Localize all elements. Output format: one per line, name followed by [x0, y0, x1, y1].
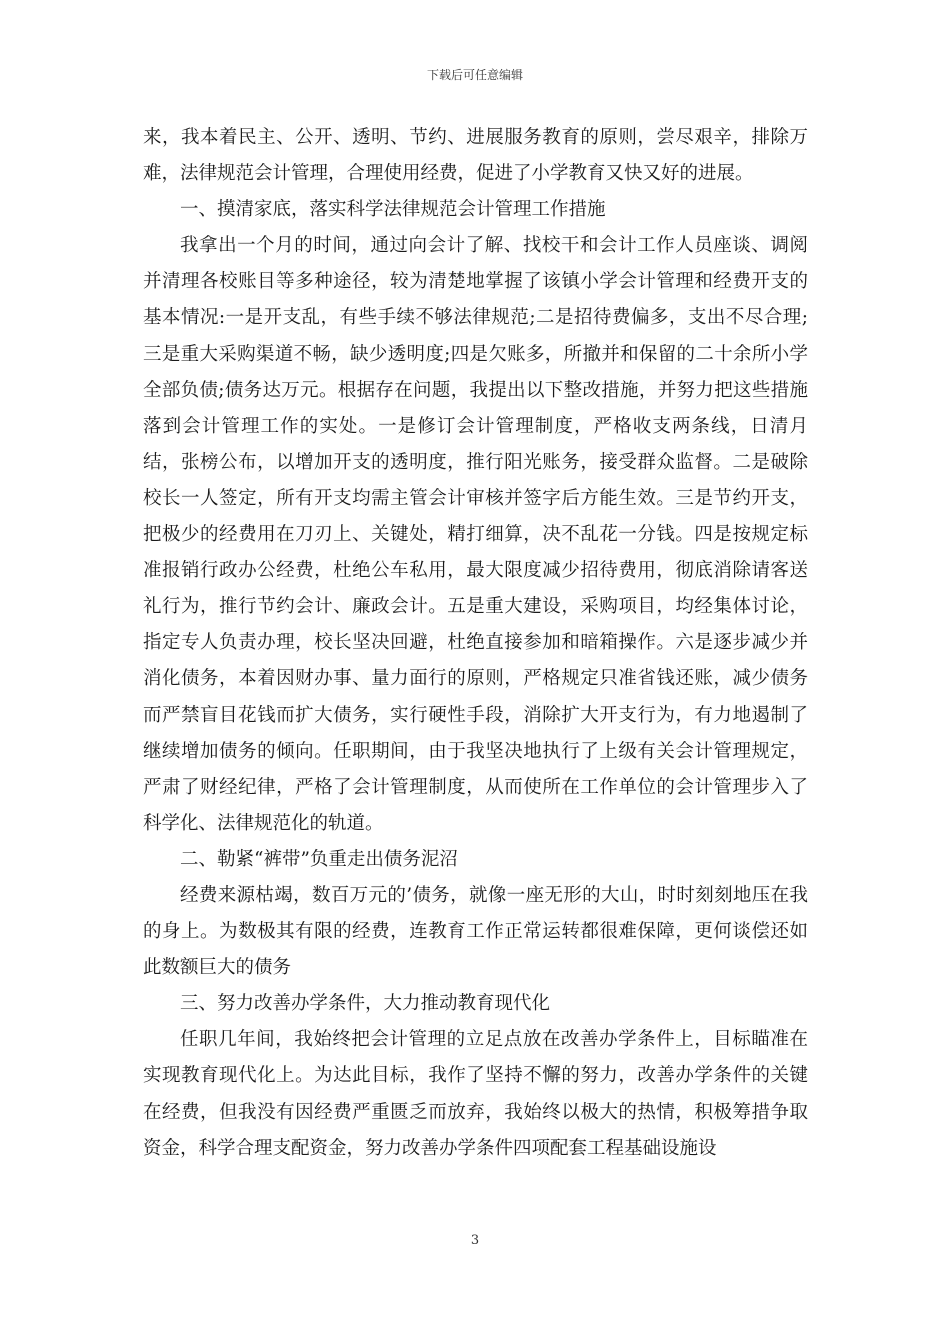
document-body	[143, 120, 808, 1167]
paragraph-4: 任职几年间，我始终把会计管理的立足点放在改善办学条件上，目标瞄准在实现教育现代化上。为达此目标，我作了坚持不懈的努力，改善办学条件的关键在经费，但我没有因经费严重匮乏而放弃，我始终以极大的热情，积极筹措争取资金，科学合理支配资金，努力改善办学条件四项配套工程基础设施设	[143, 1029, 808, 1159]
section-heading-2: 二、勒紧“裤带”负重走出债务泥沼	[180, 848, 458, 870]
page-header-note: 下载后可任意编辑	[426, 68, 523, 82]
paragraph-3: 经费来源枯竭，数百万元的’债务，就像一座无形的大山，时时刻刻地压在我的身上。为数极其有限的经费，连教育工作正常运转都很难保障，更何谈偿还如此数额巨大的债务	[143, 884, 808, 979]
page-number: 3	[470, 1233, 480, 1248]
section-heading-3: 三、努力改善办学条件，大力推动教育现代化	[180, 993, 551, 1015]
paragraph-2: 我拿出一个月的时间，通过向会计了解、找校干和会计工作人员座谈、调阅并清理各校账目等多种途径，较为清楚地掌握了该镇小学会计管理和经费开支的基本情况:一是开支乱，有些手续不够法律规范;二是招待费偏多，支出不尽合理;三是重大采购渠道不畅，缺少透明度;四是欠账多，所撤并和保留的二十余所小学全部负债;债务达万元。根据存在问题，我提出以下整改措施，并努力把这些措施落到会计管理工作的实处。一是修订会计管理制度，严格收支两条线，日清月结，张榜公布，以增加开支的透明度，推行阳光账务，接受群众监督。二是破除校长一人签定，所有开支均需主管会计审核并签字后方能生效。三是节约开支，把极少的经费用在刀刃上、关键处，精打细算，决不乱花一分钱。四是按规定标准报销行政办公经费，杜绝公车私用，最大限度减少招待费用，彻底消除请客送礼行为，推行节约会计、廉政会计。五是重大建设，采购项目，均经集体讨论，指定专人负责办理，校长坚决回避，杜绝直接参加和暗箱操作。六是逐步减少并消化债务，本着因财办事、量力面行的原则，严格规定只准省钱还账，减少债务而严禁盲目花钱而扩大债务，实行硬性手段，消除扩大开支行为，有力地遏制了继续增加债务的倾向。任职期间，由于我坚决地执行了上级有关会计管理规定，严肃了财经纪律，严格了会计管理制度，从而使所在工作单位的会计管理步入了科学化、法律规范化的轨道。	[143, 235, 808, 834]
section-heading-1: 一、摸清家底，落实科学法律规范会计管理工作措施	[180, 199, 606, 221]
paragraph-1: 来，我本着民主、公开、透明、节约、进展服务教育的原则，尝尽艰辛，排除万难，法律规范会计管理，合理使用经费，促进了小学教育又快又好的进展。	[143, 127, 808, 185]
